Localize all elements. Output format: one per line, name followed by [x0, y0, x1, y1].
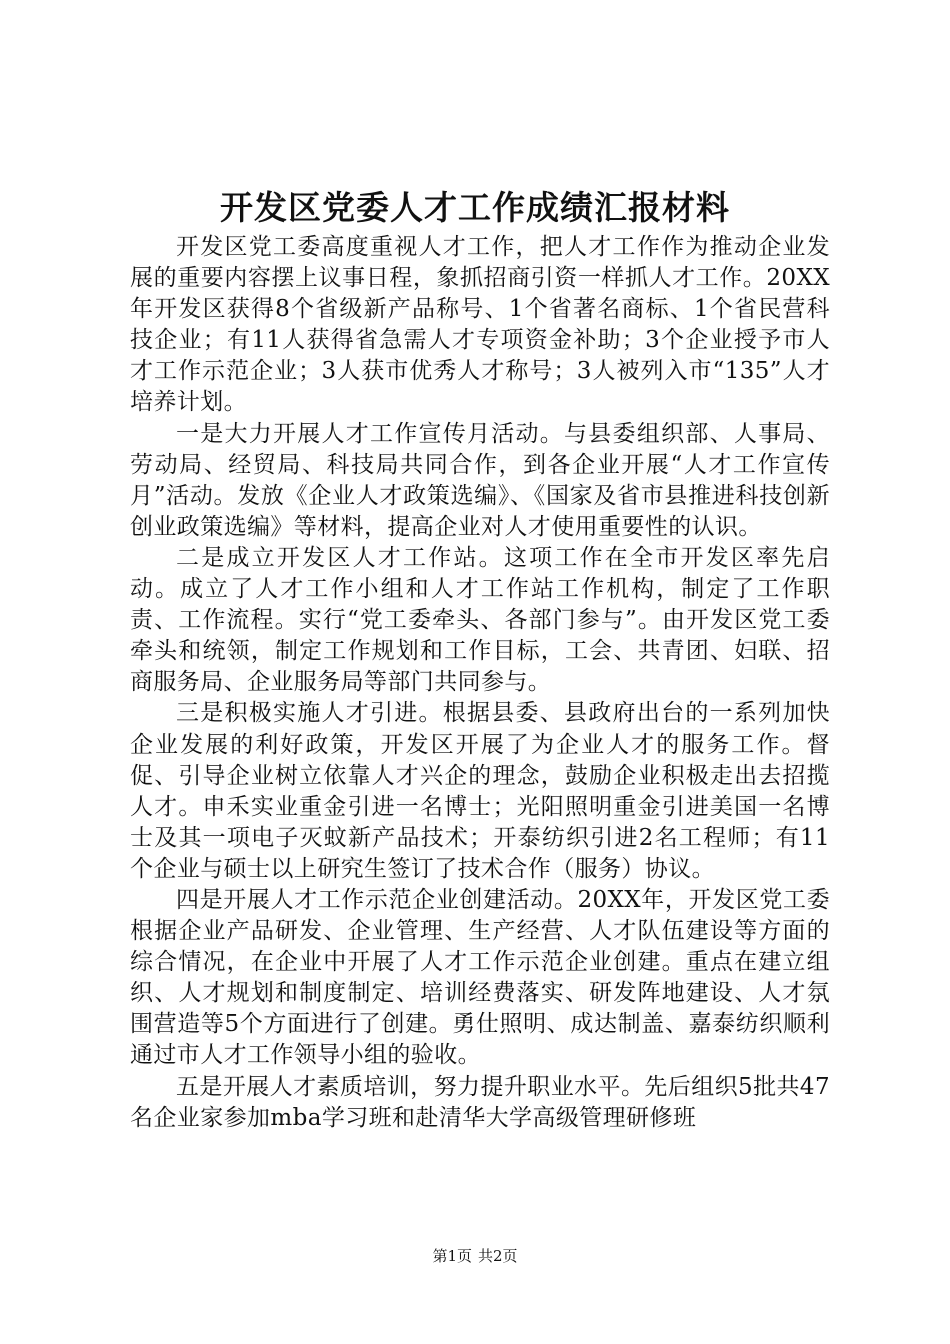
paragraph-item-4: 四是开展人才工作示范企业创建活动。20XX年，开发区党工委根据企业产品研发、企业管理、生产经营、人才队伍建设等方面的综合情况，在企业中开展了人才工作示范企业创建。重点在建立组织、人才规划和制度制定、培训经费落实、研发阵地建设、人才氛围营造等5个方面进行了创建。勇仕照明、成达制盖、嘉泰纺织顺利通过市人才工作领导小组的验收。	[130, 886, 830, 1069]
paragraph-item-1: 一是大力开展人才工作宣传月活动。与县委组织部、人事局、劳动局、经贸局、科技局共同合作，到各企业开展“人才工作宣传月”活动。发放《企业人才政策选编》、《国家及省市县推进科技创新创业政策选编》等材料，提高企业对人才使用重要性的认识。	[130, 420, 830, 540]
paragraph-intro: 开发区党工委高度重视人才工作，把人才工作作为推动企业发展的重要内容摆上议事日程，象抓招商引资一样抓人才工作。20XX年开发区获得8个省级新产品称号、1个省著名商标、1个省民营科技企业；有11人获得省急需人才专项资金补助；3个企业授予市人才工作示范企业；3人获市优秀人才称号；3人被列入市“135”人才培养计划。	[130, 234, 830, 416]
document-title: 开发区党委人才工作成绩汇报材料	[220, 188, 730, 227]
paragraph-item-5: 五是开展人才素质培训，努力提升职业水平。先后组织5批共47名企业家参加mba学习班和赴清华大学高级管理研修班	[130, 1073, 830, 1131]
paragraph-item-2: 二是成立开发区人才工作站。这项工作在全市开发区率先启动。成立了人才工作小组和人才工作站工作机构，制定了工作职责、工作流程。实行“党工委牵头、各部门参与”。由开发区党工委牵头和统领，制定工作规划和工作目标，工会、共青团、妇联、招商服务局、企业服务局等部门共同参与。	[130, 544, 830, 696]
document-body	[130, 232, 830, 1134]
page-total: 共2页	[478, 1247, 518, 1265]
page-footer	[0, 1246, 950, 1266]
page-number: 第1页	[432, 1247, 472, 1265]
paragraph-item-3: 三是积极实施人才引进。根据县委、县政府出台的一系列加快企业发展的利好政策，开发区开展了为企业人才的服务工作。督促、引导企业树立依靠人才兴企的理念，鼓励企业积极走出去招揽人才。申禾实业重金引进一名博士；光阳照明重金引进美国一名博士及其一项电子灭蚊新产品技术；开泰纺织引进2名工程师；有11个企业与硕士以上研究生签订了技术合作（服务）协议。	[130, 700, 830, 882]
